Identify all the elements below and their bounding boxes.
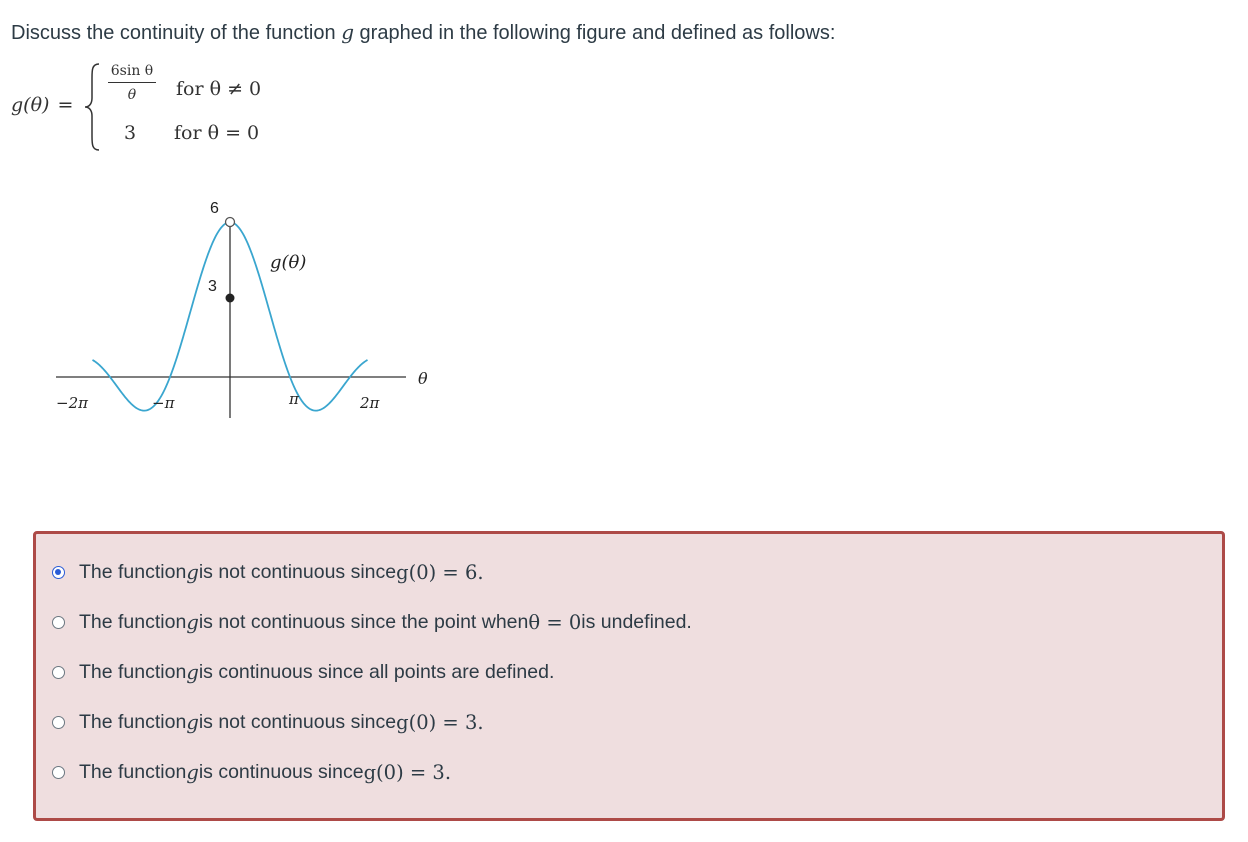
option-text: is not continuous since bbox=[198, 710, 397, 733]
option-math: g(0) = 3. bbox=[396, 710, 484, 734]
option-fn: g bbox=[186, 610, 199, 634]
formula-equals: = bbox=[57, 94, 74, 116]
option-fn: g bbox=[186, 710, 199, 734]
x-tick-neg-pi: −π bbox=[152, 394, 175, 412]
axis-label-theta: θ bbox=[418, 369, 428, 388]
x-tick-2pi: 2π bbox=[360, 394, 380, 412]
question-suffix: graphed in the following figure and defined as follows: bbox=[354, 22, 836, 44]
option-math: g(0) = 3. bbox=[363, 760, 452, 784]
function-name: g bbox=[341, 20, 354, 44]
filled-point-3 bbox=[226, 294, 235, 303]
question-text bbox=[11, 20, 835, 45]
left-brace-icon bbox=[84, 62, 102, 152]
case2-condition: for θ = 0 bbox=[174, 122, 260, 144]
radio-icon[interactable] bbox=[52, 716, 65, 729]
fraction-denominator: θ bbox=[127, 87, 137, 103]
y-tick-6: 6 bbox=[210, 200, 219, 217]
option-text: The function bbox=[79, 610, 187, 633]
y-tick-3: 3 bbox=[208, 278, 217, 295]
option-5[interactable] bbox=[52, 757, 451, 787]
option-text: is undefined. bbox=[581, 610, 692, 633]
x-tick-neg-2pi: −2π bbox=[56, 394, 88, 412]
curve-label: g(θ) bbox=[270, 252, 307, 273]
fraction bbox=[108, 63, 156, 103]
option-2[interactable] bbox=[52, 607, 692, 637]
piecewise-formula bbox=[0, 58, 320, 158]
option-text: The function bbox=[79, 660, 187, 683]
formula-lhs bbox=[11, 94, 73, 117]
option-fn: g bbox=[186, 760, 199, 784]
option-text: is not continuous since bbox=[198, 560, 397, 583]
option-math: θ = 0 bbox=[528, 610, 582, 634]
option-fn: g bbox=[186, 560, 199, 584]
x-tick-pi: π bbox=[289, 390, 299, 408]
answer-options bbox=[33, 531, 1225, 821]
open-point-6 bbox=[226, 218, 235, 227]
option-math: g(0) = 6. bbox=[396, 560, 484, 584]
fraction-numerator: 6sin θ bbox=[108, 63, 156, 83]
option-text: The function bbox=[79, 760, 187, 783]
option-text: The function bbox=[79, 560, 187, 583]
radio-icon[interactable] bbox=[52, 616, 65, 629]
case1-condition: for θ ≠ 0 bbox=[176, 78, 262, 100]
radio-selected-icon[interactable] bbox=[52, 566, 65, 579]
option-text: is continuous since bbox=[198, 760, 364, 783]
function-graph bbox=[40, 190, 460, 430]
formula-lhs-text: g(θ) bbox=[11, 94, 50, 116]
option-3[interactable] bbox=[52, 657, 554, 687]
option-text: is continuous since all points are defined. bbox=[198, 660, 555, 683]
option-text: The function bbox=[79, 710, 187, 733]
question-prefix: Discuss the continuity of the function bbox=[11, 22, 342, 44]
case2-value: 3 bbox=[124, 122, 137, 144]
option-1[interactable] bbox=[52, 557, 484, 587]
option-fn: g bbox=[186, 660, 199, 684]
radio-icon[interactable] bbox=[52, 666, 65, 679]
option-text: is not continuous since the point when bbox=[198, 610, 529, 633]
radio-icon[interactable] bbox=[52, 766, 65, 779]
option-4[interactable] bbox=[52, 707, 484, 737]
